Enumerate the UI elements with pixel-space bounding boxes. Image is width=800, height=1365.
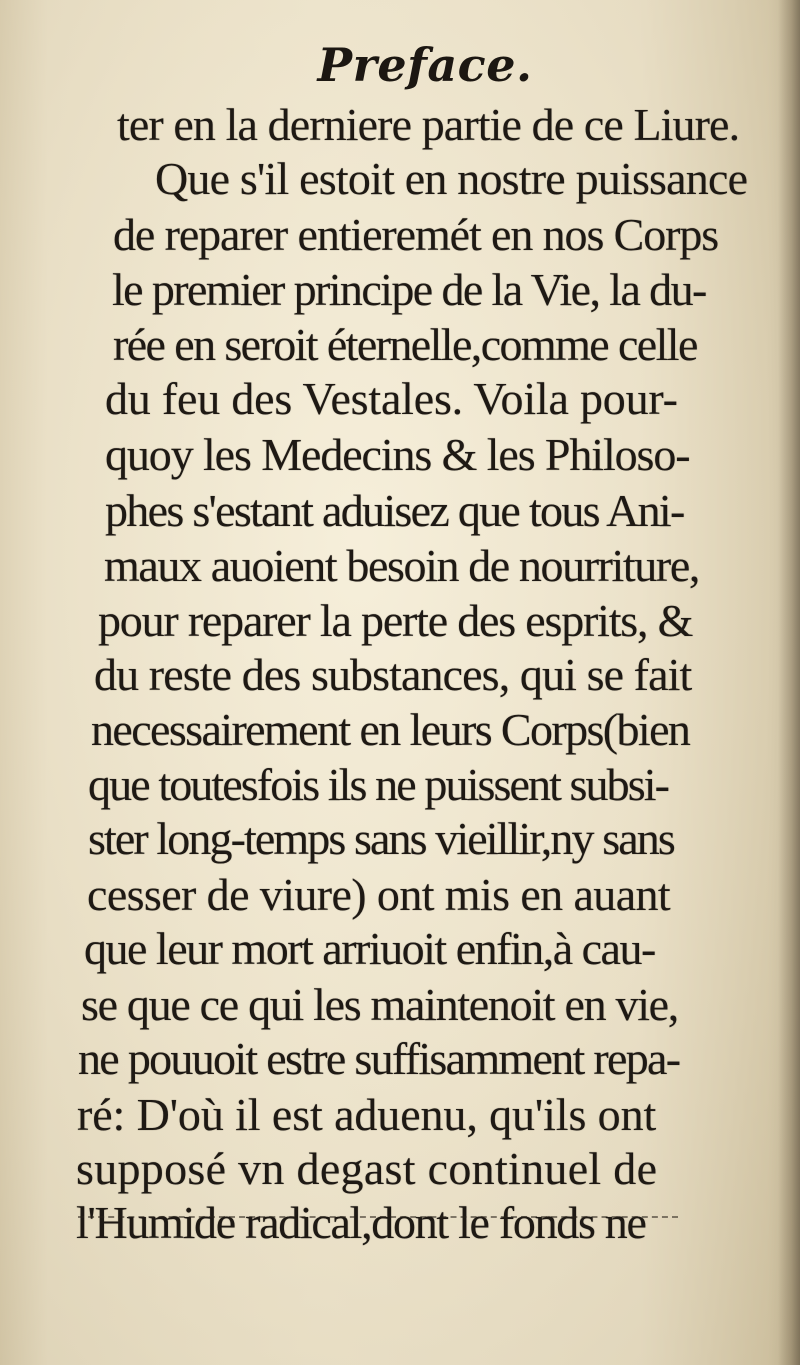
text-line: pour reparer la perte des esprits, &: [98, 595, 693, 646]
text-line: ter en la derniere partie de ce Liure.: [117, 99, 740, 150]
text-line: du feu des Vestales. Voila pour-: [105, 373, 678, 424]
text-line: que toutesfois ils ne puissent subsi-: [88, 759, 669, 810]
text-line: maux auoient besoin de nourriture,: [104, 540, 699, 591]
text-line: l'Humide radical,dont le fonds ne: [76, 1197, 646, 1248]
text-line: rée en seroit éternelle,comme celle: [113, 319, 697, 370]
running-head: Preface.: [317, 38, 533, 92]
text-line: que leur mort arriuoit enfin,à cau-: [84, 923, 655, 974]
text-line: phes s'estant aduisez que tous Ani-: [105, 485, 684, 536]
text-line: se que ce qui les maintenoit en vie,: [81, 979, 678, 1030]
text-line: Que s'il estoit en nostre puissance: [155, 153, 748, 204]
text-line: du reste des substances, qui se fait: [94, 649, 692, 700]
text-line: necessairement en leurs Corps(bien: [91, 704, 690, 755]
bottom-rule: [78, 1216, 678, 1218]
text-line: le premier principe de la Vie, la du-: [112, 264, 706, 315]
text-line: supposé vn degast continuel de: [76, 1143, 658, 1194]
text-line: ster long-temps sans vieillir,ny sans: [88, 813, 674, 864]
text-line: ne pouuoit estre suffisamment repa-: [78, 1033, 680, 1084]
text-line: ré: D'où il est aduenu, qu'ils ont: [77, 1089, 657, 1140]
text-line: quoy les Medecins & les Philoso-: [105, 429, 690, 480]
text-line: de reparer entieremét en nos Corps: [113, 209, 719, 260]
text-line: cesser de viure) ont mis en auant: [87, 869, 671, 920]
